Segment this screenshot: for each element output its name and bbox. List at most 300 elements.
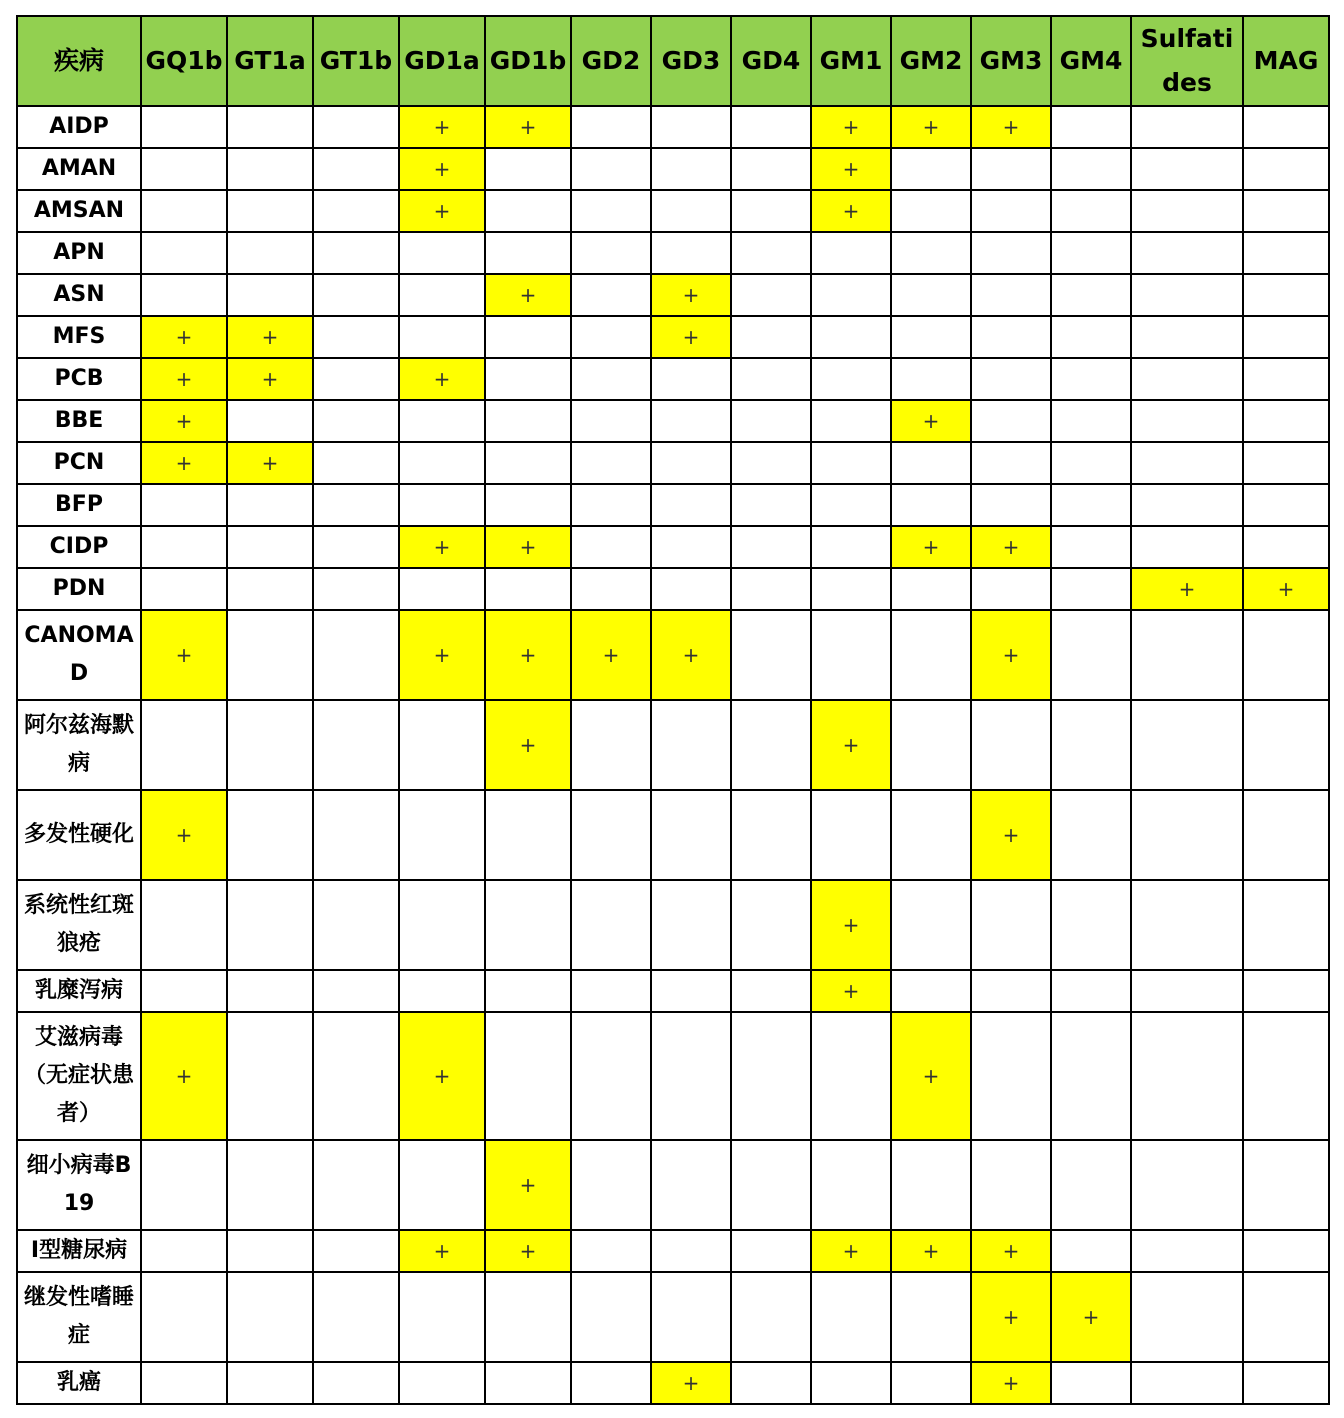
empty-cell xyxy=(891,970,971,1012)
positive-cell: + xyxy=(141,358,227,400)
empty-cell xyxy=(891,148,971,190)
empty-cell xyxy=(731,610,811,700)
empty-cell xyxy=(571,232,651,274)
empty-cell xyxy=(571,484,651,526)
disease-label: APN xyxy=(17,232,141,274)
empty-cell xyxy=(811,790,891,880)
empty-cell xyxy=(141,106,227,148)
corner-header: 疾病 xyxy=(17,16,141,106)
empty-cell xyxy=(313,274,399,316)
empty-cell xyxy=(731,1140,811,1230)
empty-cell xyxy=(1051,400,1131,442)
empty-cell xyxy=(891,358,971,400)
table-row xyxy=(17,970,1329,1012)
column-header: GT1b xyxy=(313,16,399,106)
empty-cell xyxy=(651,568,731,610)
empty-cell xyxy=(485,790,571,880)
disease-label: 系统性红斑狼疮 xyxy=(17,880,141,970)
positive-cell: + xyxy=(891,1230,971,1272)
empty-cell xyxy=(731,790,811,880)
empty-cell xyxy=(141,526,227,568)
empty-cell xyxy=(651,442,731,484)
table-row xyxy=(17,358,1329,400)
table-row xyxy=(17,148,1329,190)
disease-label: CIDP xyxy=(17,526,141,568)
empty-cell xyxy=(1051,700,1131,790)
empty-cell xyxy=(485,190,571,232)
empty-cell xyxy=(571,568,651,610)
empty-cell xyxy=(651,880,731,970)
empty-cell xyxy=(731,190,811,232)
empty-cell xyxy=(731,568,811,610)
positive-cell: + xyxy=(485,1140,571,1230)
empty-cell xyxy=(1131,1230,1243,1272)
empty-cell xyxy=(1243,1362,1329,1404)
empty-cell xyxy=(313,442,399,484)
empty-cell xyxy=(1051,568,1131,610)
disease-label: AIDP xyxy=(17,106,141,148)
empty-cell xyxy=(891,880,971,970)
empty-cell xyxy=(731,232,811,274)
disease-label: ASN xyxy=(17,274,141,316)
column-header: GT1a xyxy=(227,16,313,106)
table-row xyxy=(17,880,1329,970)
disease-label: AMAN xyxy=(17,148,141,190)
empty-cell xyxy=(1051,484,1131,526)
table-row xyxy=(17,1362,1329,1404)
empty-cell xyxy=(571,400,651,442)
empty-cell xyxy=(1131,400,1243,442)
empty-cell xyxy=(1131,274,1243,316)
empty-cell xyxy=(571,106,651,148)
empty-cell xyxy=(141,1230,227,1272)
empty-cell xyxy=(651,232,731,274)
empty-cell xyxy=(731,358,811,400)
empty-cell xyxy=(651,700,731,790)
positive-cell: + xyxy=(485,106,571,148)
empty-cell xyxy=(1051,358,1131,400)
positive-cell: + xyxy=(1051,1272,1131,1362)
column-header: GD2 xyxy=(571,16,651,106)
column-header: GQ1b xyxy=(141,16,227,106)
table-row xyxy=(17,106,1329,148)
disease-label: 继发性嗜睡症 xyxy=(17,1272,141,1362)
empty-cell xyxy=(651,1272,731,1362)
empty-cell xyxy=(571,442,651,484)
empty-cell xyxy=(1131,1272,1243,1362)
empty-cell xyxy=(651,526,731,568)
empty-cell xyxy=(651,190,731,232)
empty-cell xyxy=(731,400,811,442)
table-row xyxy=(17,1272,1329,1362)
disease-label: 乳癌 xyxy=(17,1362,141,1404)
empty-cell xyxy=(1051,274,1131,316)
empty-cell xyxy=(971,484,1051,526)
empty-cell xyxy=(571,1140,651,1230)
empty-cell xyxy=(1243,700,1329,790)
positive-cell: + xyxy=(891,1012,971,1140)
disease-label: BFP xyxy=(17,484,141,526)
empty-cell xyxy=(1243,148,1329,190)
positive-cell: + xyxy=(971,790,1051,880)
empty-cell xyxy=(399,880,485,970)
positive-cell: + xyxy=(227,358,313,400)
empty-cell xyxy=(399,970,485,1012)
empty-cell xyxy=(1051,442,1131,484)
empty-cell xyxy=(811,484,891,526)
empty-cell xyxy=(1131,526,1243,568)
empty-cell xyxy=(399,700,485,790)
positive-cell: + xyxy=(399,1012,485,1140)
empty-cell xyxy=(399,484,485,526)
empty-cell xyxy=(891,1140,971,1230)
empty-cell xyxy=(1131,190,1243,232)
empty-cell xyxy=(141,568,227,610)
positive-cell: + xyxy=(811,970,891,1012)
disease-label: 阿尔兹海默病 xyxy=(17,700,141,790)
empty-cell xyxy=(1243,1272,1329,1362)
positive-cell: + xyxy=(485,610,571,700)
disease-label: I型糖尿病 xyxy=(17,1230,141,1272)
empty-cell xyxy=(485,316,571,358)
empty-cell xyxy=(1243,484,1329,526)
column-header: Sulfatides xyxy=(1131,16,1243,106)
empty-cell xyxy=(313,568,399,610)
empty-cell xyxy=(731,526,811,568)
empty-cell xyxy=(1051,610,1131,700)
positive-cell: + xyxy=(651,610,731,700)
empty-cell xyxy=(141,1140,227,1230)
empty-cell xyxy=(227,1362,313,1404)
empty-cell xyxy=(485,970,571,1012)
empty-cell xyxy=(571,1362,651,1404)
empty-cell xyxy=(227,106,313,148)
disease-label: PCN xyxy=(17,442,141,484)
positive-cell: + xyxy=(891,526,971,568)
positive-cell: + xyxy=(399,190,485,232)
empty-cell xyxy=(227,568,313,610)
empty-cell xyxy=(811,442,891,484)
empty-cell xyxy=(227,700,313,790)
empty-cell xyxy=(485,1272,571,1362)
empty-cell xyxy=(141,700,227,790)
empty-cell xyxy=(1051,232,1131,274)
empty-cell xyxy=(1243,1012,1329,1140)
empty-cell xyxy=(651,1012,731,1140)
empty-cell xyxy=(313,190,399,232)
empty-cell xyxy=(399,442,485,484)
empty-cell xyxy=(141,970,227,1012)
disease-label: CANOMAD xyxy=(17,610,141,700)
empty-cell xyxy=(227,1272,313,1362)
empty-cell xyxy=(485,148,571,190)
positive-cell: + xyxy=(651,316,731,358)
empty-cell xyxy=(1131,1362,1243,1404)
column-header: GD3 xyxy=(651,16,731,106)
empty-cell xyxy=(399,1362,485,1404)
disease-label: MFS xyxy=(17,316,141,358)
empty-cell xyxy=(227,1230,313,1272)
empty-cell xyxy=(731,880,811,970)
table-row xyxy=(17,1012,1329,1140)
table-row xyxy=(17,400,1329,442)
column-header: GM3 xyxy=(971,16,1051,106)
empty-cell xyxy=(1243,526,1329,568)
disease-label: 乳糜泻病 xyxy=(17,970,141,1012)
empty-cell xyxy=(651,790,731,880)
empty-cell xyxy=(811,1362,891,1404)
empty-cell xyxy=(485,568,571,610)
header-row xyxy=(17,16,1329,106)
empty-cell xyxy=(141,1362,227,1404)
empty-cell xyxy=(891,232,971,274)
empty-cell xyxy=(485,232,571,274)
empty-cell xyxy=(971,970,1051,1012)
empty-cell xyxy=(1131,970,1243,1012)
empty-cell xyxy=(485,484,571,526)
table-row xyxy=(17,526,1329,568)
empty-cell xyxy=(227,970,313,1012)
empty-cell xyxy=(1131,1012,1243,1140)
positive-cell: + xyxy=(227,442,313,484)
empty-cell xyxy=(141,148,227,190)
positive-cell: + xyxy=(971,610,1051,700)
empty-cell xyxy=(971,148,1051,190)
empty-cell xyxy=(891,568,971,610)
empty-cell xyxy=(731,970,811,1012)
empty-cell xyxy=(731,1230,811,1272)
empty-cell xyxy=(571,1012,651,1140)
empty-cell xyxy=(1243,1230,1329,1272)
positive-cell: + xyxy=(399,526,485,568)
positive-cell: + xyxy=(811,1230,891,1272)
empty-cell xyxy=(141,880,227,970)
empty-cell xyxy=(571,190,651,232)
column-header: GM4 xyxy=(1051,16,1131,106)
empty-cell xyxy=(571,700,651,790)
empty-cell xyxy=(1051,970,1131,1012)
empty-cell xyxy=(399,1272,485,1362)
empty-cell xyxy=(313,1012,399,1140)
empty-cell xyxy=(571,880,651,970)
empty-cell xyxy=(811,316,891,358)
empty-cell xyxy=(571,148,651,190)
empty-cell xyxy=(891,790,971,880)
empty-cell xyxy=(571,526,651,568)
positive-cell: + xyxy=(891,400,971,442)
empty-cell xyxy=(811,526,891,568)
empty-cell xyxy=(571,316,651,358)
empty-cell xyxy=(313,1272,399,1362)
empty-cell xyxy=(651,1140,731,1230)
empty-cell xyxy=(1131,484,1243,526)
empty-cell xyxy=(1131,316,1243,358)
empty-cell xyxy=(1051,106,1131,148)
disease-label: PCB xyxy=(17,358,141,400)
empty-cell xyxy=(1131,106,1243,148)
empty-cell xyxy=(227,1012,313,1140)
positive-cell: + xyxy=(971,106,1051,148)
empty-cell xyxy=(731,442,811,484)
positive-cell: + xyxy=(1131,568,1243,610)
empty-cell xyxy=(1051,526,1131,568)
positive-cell: + xyxy=(141,610,227,700)
empty-cell xyxy=(971,568,1051,610)
empty-cell xyxy=(651,358,731,400)
empty-cell xyxy=(1051,1230,1131,1272)
empty-cell xyxy=(891,442,971,484)
empty-cell xyxy=(227,790,313,880)
table-row xyxy=(17,568,1329,610)
positive-cell: + xyxy=(891,106,971,148)
empty-cell xyxy=(1243,274,1329,316)
table-row xyxy=(17,610,1329,700)
empty-cell xyxy=(731,148,811,190)
column-header: GM1 xyxy=(811,16,891,106)
empty-cell xyxy=(971,1140,1051,1230)
disease-label: 多发性硬化 xyxy=(17,790,141,880)
positive-cell: + xyxy=(811,700,891,790)
empty-cell xyxy=(1051,316,1131,358)
empty-cell xyxy=(651,484,731,526)
empty-cell xyxy=(1051,190,1131,232)
empty-cell xyxy=(731,274,811,316)
empty-cell xyxy=(571,274,651,316)
empty-cell xyxy=(731,484,811,526)
empty-cell xyxy=(971,358,1051,400)
positive-cell: + xyxy=(141,442,227,484)
empty-cell xyxy=(141,484,227,526)
empty-cell xyxy=(313,1362,399,1404)
empty-cell xyxy=(1243,442,1329,484)
empty-cell xyxy=(227,610,313,700)
empty-cell xyxy=(399,316,485,358)
positive-cell: + xyxy=(485,274,571,316)
table-row xyxy=(17,484,1329,526)
empty-cell xyxy=(651,148,731,190)
positive-cell: + xyxy=(399,358,485,400)
empty-cell xyxy=(891,1272,971,1362)
positive-cell: + xyxy=(571,610,651,700)
table-row xyxy=(17,190,1329,232)
empty-cell xyxy=(891,1362,971,1404)
empty-cell xyxy=(313,484,399,526)
column-header: GD1a xyxy=(399,16,485,106)
positive-cell: + xyxy=(141,1012,227,1140)
empty-cell xyxy=(1131,700,1243,790)
empty-cell xyxy=(1131,148,1243,190)
positive-cell: + xyxy=(399,610,485,700)
empty-cell xyxy=(399,232,485,274)
empty-cell xyxy=(1131,358,1243,400)
column-header: MAG xyxy=(1243,16,1329,106)
positive-cell: + xyxy=(399,1230,485,1272)
positive-cell: + xyxy=(651,274,731,316)
empty-cell xyxy=(1243,970,1329,1012)
empty-cell xyxy=(1243,1140,1329,1230)
empty-cell xyxy=(485,400,571,442)
empty-cell xyxy=(1051,1012,1131,1140)
empty-cell xyxy=(971,190,1051,232)
column-header: GM2 xyxy=(891,16,971,106)
table-row xyxy=(17,1140,1329,1230)
empty-cell xyxy=(891,316,971,358)
empty-cell xyxy=(1243,106,1329,148)
empty-cell xyxy=(485,880,571,970)
empty-cell xyxy=(227,880,313,970)
empty-cell xyxy=(1243,610,1329,700)
empty-cell xyxy=(971,442,1051,484)
positive-cell: + xyxy=(1243,568,1329,610)
empty-cell xyxy=(485,1362,571,1404)
table-row xyxy=(17,1230,1329,1272)
empty-cell xyxy=(313,880,399,970)
empty-cell xyxy=(227,190,313,232)
empty-cell xyxy=(1051,880,1131,970)
empty-cell xyxy=(227,148,313,190)
empty-cell xyxy=(731,1012,811,1140)
empty-cell xyxy=(399,1140,485,1230)
table-body xyxy=(17,106,1329,1404)
empty-cell xyxy=(227,1140,313,1230)
empty-cell xyxy=(485,358,571,400)
empty-cell xyxy=(1131,610,1243,700)
empty-cell xyxy=(571,358,651,400)
empty-cell xyxy=(811,1012,891,1140)
empty-cell xyxy=(891,610,971,700)
column-header: GD4 xyxy=(731,16,811,106)
empty-cell xyxy=(571,790,651,880)
empty-cell xyxy=(399,274,485,316)
empty-cell xyxy=(1051,790,1131,880)
disease-label: AMSAN xyxy=(17,190,141,232)
empty-cell xyxy=(227,400,313,442)
positive-cell: + xyxy=(971,1272,1051,1362)
empty-cell xyxy=(1131,790,1243,880)
table-row xyxy=(17,316,1329,358)
empty-cell xyxy=(1243,790,1329,880)
empty-cell xyxy=(227,232,313,274)
positive-cell: + xyxy=(141,400,227,442)
empty-cell xyxy=(1051,1362,1131,1404)
empty-cell xyxy=(1243,880,1329,970)
disease-label: 细小病毒B19 xyxy=(17,1140,141,1230)
empty-cell xyxy=(731,316,811,358)
empty-cell xyxy=(971,316,1051,358)
empty-cell xyxy=(1243,232,1329,274)
empty-cell xyxy=(227,526,313,568)
empty-cell xyxy=(811,358,891,400)
empty-cell xyxy=(141,1272,227,1362)
disease-label: BBE xyxy=(17,400,141,442)
empty-cell xyxy=(811,610,891,700)
empty-cell xyxy=(1243,400,1329,442)
empty-cell xyxy=(313,970,399,1012)
empty-cell xyxy=(313,526,399,568)
empty-cell xyxy=(485,1012,571,1140)
empty-cell xyxy=(1131,442,1243,484)
empty-cell xyxy=(313,106,399,148)
empty-cell xyxy=(485,442,571,484)
empty-cell xyxy=(811,1140,891,1230)
empty-cell xyxy=(399,568,485,610)
empty-cell xyxy=(1131,1140,1243,1230)
positive-cell: + xyxy=(141,316,227,358)
empty-cell xyxy=(1051,148,1131,190)
empty-cell xyxy=(971,274,1051,316)
empty-cell xyxy=(399,400,485,442)
empty-cell xyxy=(811,1272,891,1362)
